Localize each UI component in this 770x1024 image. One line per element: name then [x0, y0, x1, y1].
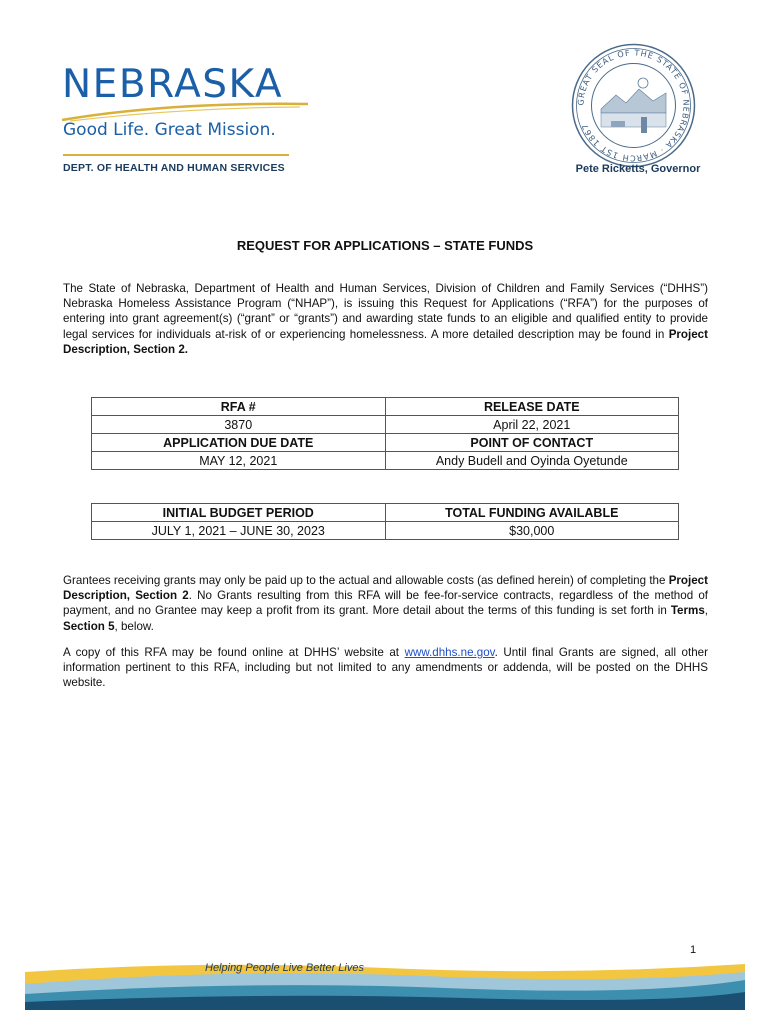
point-of-contact-label: POINT OF CONTACT — [385, 434, 679, 452]
grantees-text-1: Grantees receiving grants may only be paid up to the actual and allowable costs (as defined herein) of completing the — [63, 574, 669, 587]
project-description-ref: Project Description, Section 2 — [63, 574, 708, 603]
point-of-contact-value: Andy Budell and Oyinda Oyetunde — [385, 452, 679, 470]
rfa-number-value: 3870 — [92, 416, 386, 434]
intro-section-ref: Project Description, Section 2. — [63, 327, 708, 356]
logo-divider — [63, 154, 289, 156]
governor-name: Pete Ricketts, Governor — [575, 163, 701, 175]
dhhs-website-link[interactable]: www.dhhs.ne.gov — [404, 646, 495, 659]
rfa-details-table — [91, 397, 679, 470]
copy-online-paragraph — [63, 645, 708, 691]
total-funding-label: TOTAL FUNDING AVAILABLE — [385, 504, 679, 522]
department-name: DEPT. OF HEALTH AND HUMAN SERVICES — [63, 162, 285, 174]
intro-paragraph — [63, 281, 708, 357]
section-5-ref: Section 5 — [63, 619, 115, 633]
total-funding-value: $30,000 — [385, 522, 679, 540]
nebraska-dhhs-logo — [60, 62, 310, 182]
logo-tagline: Good Life. Great Mission. — [63, 120, 276, 140]
page-number: 1 — [690, 944, 697, 956]
document-title: REQUEST FOR APPLICATIONS – STATE FUNDS — [236, 238, 534, 253]
intro-text: The State of Nebraska, Department of Health and Human Services, Division of Children and Family Services (“DHHS”) Nebraska Homeless Assistance Program (“NHAP”), is issuing this Request for Applications (“RFA”) for the purposes of entering into grant agreement(s) (“grant” or “grants”) and awarding state funds to an eligible and qualified entity to provide legal services for individuals at-risk of or experiencing homelessness. A more detailed description may be found in — [63, 282, 708, 341]
copy-text-2: . Until final Grants are signed, all other information pertinent to this RFA, including but not limited to any amendments or addenda, will be posted on the DHHS website. — [63, 646, 708, 690]
grantees-text-2: . No Grants resulting from this RFA will be fee-for-service contracts, regardless of the method of payment, and no Grantee may keep a profit from its grant. More detail about the terms of this funding is set forth in — [63, 589, 709, 618]
grantees-text-3: , — [704, 604, 708, 618]
copy-text-1: A copy of this RFA may be found online at DHHS’ website at — [63, 646, 405, 659]
state-seal-icon — [571, 43, 696, 168]
due-date-value: MAY 12, 2021 — [92, 452, 386, 470]
grantees-paragraph — [63, 573, 708, 634]
footer-slogan: Helping People Live Better Lives — [205, 962, 364, 974]
logo-wordmark: NEBRASKA — [62, 62, 284, 107]
logo-swoosh-icon — [60, 98, 310, 122]
seal-text: GREAT SEAL OF THE STATE OF NEBRASKA · MARCH 1ST 1867 — [576, 48, 691, 163]
budget-period-label: INITIAL BUDGET PERIOD — [92, 504, 386, 522]
budget-table — [91, 503, 679, 540]
due-date-label: APPLICATION DUE DATE — [92, 434, 386, 452]
release-date-label: RELEASE DATE — [385, 398, 679, 416]
terms-ref: Terms — [670, 604, 705, 618]
rfa-number-label: RFA # — [92, 398, 386, 416]
footer-wave-graphic — [25, 950, 745, 1010]
grantees-text-4: , below. — [114, 619, 154, 633]
budget-period-value: JULY 1, 2021 – JUNE 30, 2023 — [92, 522, 386, 540]
release-date-value: April 22, 2021 — [385, 416, 679, 434]
